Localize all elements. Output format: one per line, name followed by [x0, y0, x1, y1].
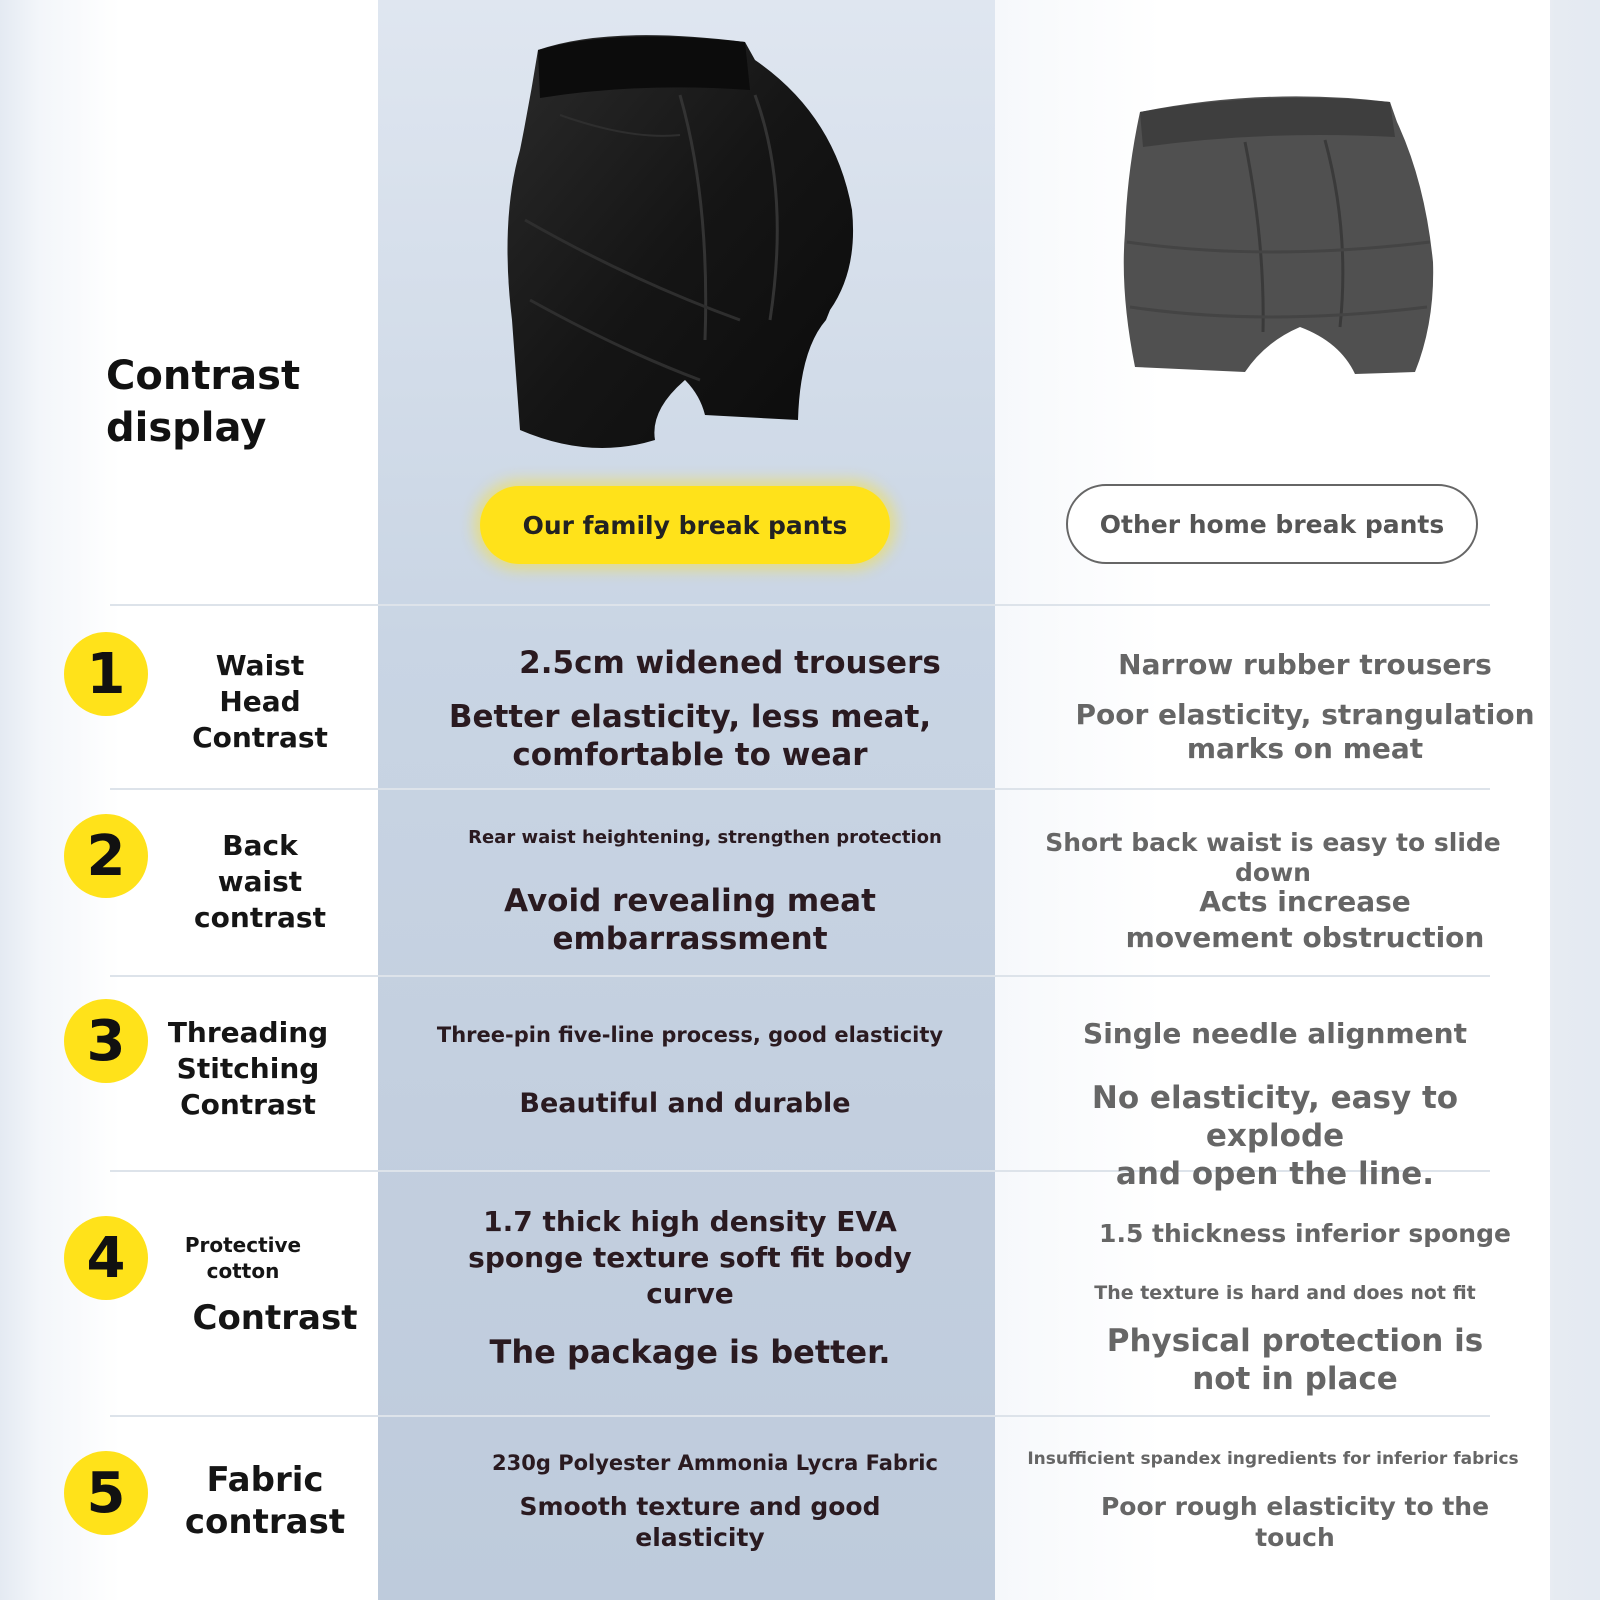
comparison-row-back-waist [0, 788, 1600, 975]
ours-detail: Three-pin five-line process, good elasticity [436, 1023, 944, 1047]
other-drawback: No elasticity, easy to explode and open the line. [1091, 1080, 1459, 1192]
row-label: Fabric contrast [184, 1460, 346, 1542]
comparison-row-stitching [0, 975, 1600, 1192]
row-number-badge: 4 [64, 1216, 148, 1300]
other-shorts-image [1115, 92, 1445, 382]
row-number-badge: 1 [64, 632, 148, 716]
ours-benefit: Beautiful and durable [519, 1088, 851, 1119]
row-number-badge: 5 [64, 1451, 148, 1535]
row-number-badge: 2 [64, 814, 148, 898]
ours-benefit: Better elasticity, less meat, comfortable to wear [448, 699, 932, 773]
other-detail: Short back waist is easy to slide down [1045, 828, 1501, 887]
row-label: Waist Head Contrast [192, 649, 328, 754]
page-title: Contrast display [106, 353, 301, 451]
other-detail: Insufficient spandex ingredients for inferior fabrics [1027, 1449, 1519, 1469]
ours-detail: 2.5cm widened trousers [519, 645, 941, 681]
ours-benefit: Avoid revealing meat embarrassment [504, 883, 876, 957]
other-detail: Narrow rubber trousers [1118, 648, 1492, 681]
other-detail: Single needle alignment [1083, 1017, 1467, 1050]
row-label-contrast: Contrast [192, 1298, 358, 1338]
row-number-badge: 3 [64, 999, 148, 1083]
ours-benefit: Smooth texture and good elasticity [519, 1492, 881, 1552]
other-texture: The texture is hard and does not fit [1094, 1282, 1476, 1304]
other-drawback: Poor elasticity, strangulation marks on meat [1075, 698, 1535, 765]
our-shorts-image [500, 20, 890, 460]
row-label: Back waist contrast [194, 829, 326, 934]
ours-benefit: The package is better. [489, 1333, 891, 1371]
ours-detail: Rear waist heightening, strengthen protection [468, 827, 942, 848]
other-detail: 1.5 thickness inferior sponge [1099, 1219, 1511, 1248]
ours-detail: 230g Polyester Ammonia Lycra Fabric [492, 1451, 938, 1475]
row-label: Protective cotton [184, 1233, 302, 1283]
comparison-row-protective-cotton [0, 1170, 1600, 1415]
comparison-row-waist [0, 604, 1600, 788]
row-label: Threading Stitching Contrast [167, 1016, 329, 1121]
our-product-label: Our family break pants [480, 486, 890, 564]
other-product-label: Other home break pants [1066, 484, 1478, 564]
ours-detail: 1.7 thick high density EVA sponge texture soft fit body curve [468, 1205, 912, 1310]
other-drawback: Acts increase movement obstruction [1125, 885, 1485, 954]
comparison-row-fabric [0, 1415, 1600, 1600]
other-drawback: Poor rough elasticity to the touch [1100, 1492, 1490, 1552]
other-drawback: Physical protection is not in place [1106, 1323, 1484, 1397]
